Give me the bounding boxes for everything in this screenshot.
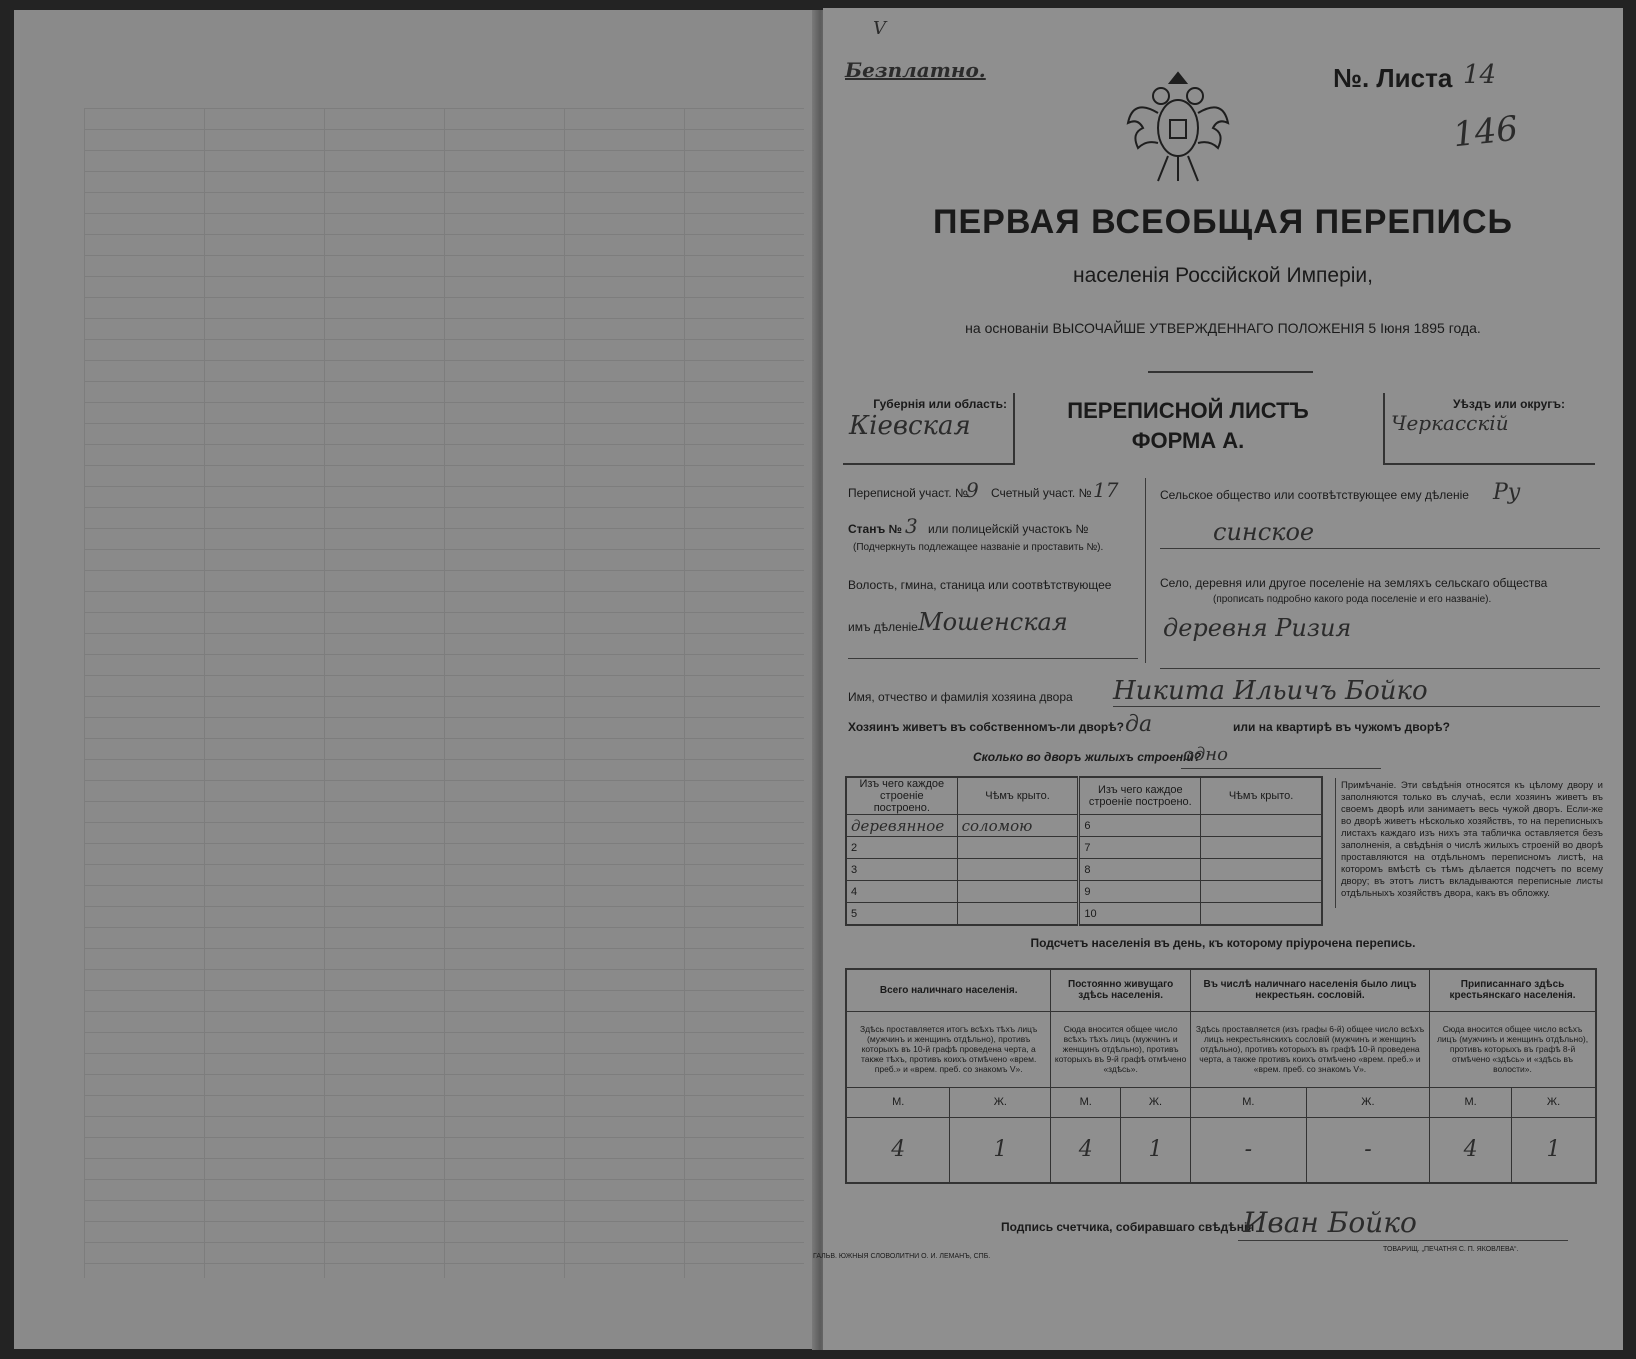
note-divider	[1335, 778, 1336, 908]
pop-col-2-desc: Сюда вносится общее число всѣхъ тѣхъ лицъ (мужчинъ и женщинъ отдѣльно), противъ которыхъ въ 9-й графѣ отмѣчено «здѣсь».	[1051, 1011, 1191, 1087]
volost-underline	[848, 658, 1138, 659]
governorate-box	[843, 393, 1015, 465]
governorate-value: Кіевская	[849, 411, 971, 441]
structure-5-number: 5	[846, 903, 957, 926]
signature-underline	[1238, 1240, 1568, 1241]
structures-col-material-2: Изъ чего каждое строеніе построено.	[1079, 777, 1201, 815]
census-title: ПЕРВАЯ ВСЕОБЩАЯ ПЕРЕПИСЬ	[933, 203, 1513, 241]
structure-1-material: деревянное	[846, 815, 957, 837]
pop-col-3-desc: Здѣсь проставляется (изъ графы 6-й) общее число всѣхъ лицъ некрестьянскихъ сословій (мужчинъ и женщинъ отдѣльно), противъ которыхъ въ графѣ 10-й проведена черта, а также противъ коихъ отмѣчено «врем. преб.» и «врем. преб. со знакомъ V».	[1190, 1011, 1429, 1087]
buildings-underline	[1181, 768, 1381, 769]
underline-note: (Подчеркнуть подлежащее названіе и проставить №).	[853, 542, 1104, 553]
structure-1-roof: соломою	[957, 815, 1079, 837]
structures-note: Примѣчаніе. Эти свѣдѣнія относятся къ цѣлому двору и заполняются только въ случаѣ, если хозяинъ живетъ въ своемъ дворѣ или занимаетъ весь чужой дворъ. Если-же во дворѣ живетъ нѣсколько хозяйствъ, то на переписныхъ листахъ каждаго изъ нихъ эта табличка оставляется безъ заполненія, а свѣдѣнія о числѣ жилыхъ строеній во дворѣ проставляются на отдѣльномъ переписномъ листѣ, на которомъ вмѣстѣ съ тѣмъ дѣлается подсчетъ по всему двору; въ этотъ листъ вкладываются переписные листы отдѣльныхъ хозяйствъ двора, какъ въ обложку.	[1341, 780, 1603, 899]
pop-noncrest-m: -	[1190, 1117, 1306, 1183]
volost-label-2: имъ дѣленіе	[848, 620, 918, 634]
pop-col-4-desc: Сюда вносится общее число всѣхъ лицъ (мужчинъ и женщинъ отдѣльно), противъ которыхъ въ графѣ 8-й отмѣчено «здѣсь» и «здѣсь въ волости».	[1430, 1011, 1596, 1087]
census-section-value: 9	[966, 478, 979, 502]
pop-permanent-m: 4	[1051, 1117, 1121, 1183]
population-heading: Подсчетъ населенія въ день, къ которому пріурочена перепись.	[1030, 936, 1416, 950]
structure-6-number: 6	[1079, 815, 1201, 837]
stan-label: Станъ №	[848, 522, 902, 536]
structures-col-roof: Чѣмъ крыто.	[957, 777, 1079, 815]
governorate-label: Губернія или область:	[873, 397, 1007, 411]
faded-table-grid	[84, 108, 804, 1278]
sheet-number-label: №. Листа	[1333, 63, 1453, 93]
pop-total-f: 1	[950, 1117, 1051, 1183]
pop-f-label: Ж.	[1512, 1087, 1596, 1117]
pop-f-label: Ж.	[1306, 1087, 1429, 1117]
pop-m-label: М.	[1190, 1087, 1306, 1117]
police-label: или полицейскій участокъ №	[928, 522, 1089, 536]
table-row	[846, 903, 1322, 926]
table-row	[846, 815, 1322, 837]
village-underline	[1160, 668, 1600, 669]
society-value-1: Ру	[1493, 480, 1521, 505]
coat-of-arms-icon	[1123, 58, 1233, 188]
village-note: (прописать подробно какого рода поселеніе и его названіе).	[1213, 594, 1492, 605]
rented-label: или на квартирѣ въ чужомъ дворѣ?	[1233, 720, 1450, 734]
pop-permanent-f: 1	[1121, 1117, 1191, 1183]
village-label: Село, деревня или другое поселеніе на земляхъ сельскаго общества	[1160, 576, 1548, 590]
owner-underline	[1113, 706, 1600, 707]
own-yard-label: Хозяинъ живетъ въ собственномъ-ли дворѣ?	[848, 720, 1125, 734]
left-page	[14, 10, 820, 1349]
form-subtitle: ФОРМА А.	[1131, 428, 1245, 453]
count-section-label: Счетный участ. №	[991, 486, 1092, 500]
sheet-number-value: 14	[1463, 60, 1497, 90]
pop-f-label: Ж.	[950, 1087, 1051, 1117]
pop-col-4-title: Приписаннаго здѣсь крестьянскаго населенія.	[1430, 969, 1596, 1011]
buildings-label: Сколько во дворъ жилыхъ строеній?	[973, 750, 1202, 764]
pop-total-m: 4	[846, 1117, 950, 1183]
structure-7-number: 7	[1079, 837, 1201, 859]
census-section-label: Переписной участ. №	[848, 486, 968, 500]
owner-label: Имя, отчество и фамилія хозяина двора	[848, 690, 1073, 704]
own-yard-value: да	[1125, 712, 1153, 737]
pop-col-1-desc: Здѣсь проставляется итогъ всѣхъ тѣхъ лицъ (мужчинъ и женщинъ отдѣльно), противъ которыхъ въ 10-й графѣ проведена черта, а также тѣхъ, противъ коихъ отмѣчено «врем. преб.» и «врем. преб. со знакомъ V».	[846, 1011, 1051, 1087]
table-row	[846, 837, 1322, 859]
owner-value: Никита Ильичъ Бойко	[1113, 676, 1428, 706]
free-label: Безплатно.	[845, 58, 986, 82]
stan-value: 3	[905, 514, 918, 538]
pop-peasant-f: 1	[1512, 1117, 1596, 1183]
footer-left: ГАЛЬВ. ЮЖНЫЯ СЛОВОЛИТНИ О. И. ЛЕМАНЪ, СПБ.	[813, 1253, 991, 1260]
structure-9-number: 9	[1079, 881, 1201, 903]
structure-2-number: 2	[846, 837, 957, 859]
pop-m-label: М.	[846, 1087, 950, 1117]
table-row	[846, 881, 1322, 903]
buildings-value: одно	[1183, 744, 1228, 765]
pop-m-label: М.	[1051, 1087, 1121, 1117]
society-value-2: синское	[1213, 518, 1315, 546]
structures-table	[845, 776, 1323, 926]
census-subtitle: населенія Россійской Имперіи,	[1073, 264, 1373, 287]
structures-col-roof-2: Чѣмъ крыто.	[1201, 777, 1322, 815]
pop-col-1-title: Всего наличнаго населенія.	[846, 969, 1051, 1011]
society-label: Сельское общество или соотвѣтствующее ему дѣленіе	[1160, 488, 1469, 502]
signature-label: Подпись счетчика, собиравшаго свѣдѣнія	[1001, 1220, 1255, 1234]
pop-m-label: М.	[1430, 1087, 1512, 1117]
pop-f-label: Ж.	[1121, 1087, 1191, 1117]
census-basis: на основаніи ВЫСОЧАЙШЕ УТВЕРЖДЕННАГО ПОЛОЖЕНІЯ 5 Іюня 1895 года.	[965, 320, 1481, 336]
footer-right: ТОВАРИЩ. „ПЕЧАТНЯ С. П. ЯКОВЛЕВА“.	[1383, 1246, 1519, 1253]
pop-col-3-title: Въ числѣ наличнаго населенія было лицъ некрестьян. сословій.	[1190, 969, 1429, 1011]
signature-value: Иван Бойко	[1243, 1206, 1417, 1239]
count-section-value: 17	[1093, 478, 1119, 502]
pop-peasant-m: 4	[1430, 1117, 1512, 1183]
table-row	[846, 859, 1322, 881]
structure-4-number: 4	[846, 881, 957, 903]
district-label: Уѣздъ или округъ:	[1452, 397, 1565, 411]
ornament-divider	[1148, 371, 1313, 373]
volost-value: Мошенская	[918, 608, 1068, 636]
volost-label: Волость, гмина, станица или соотвѣтствующее	[848, 578, 1112, 592]
district-value: Черкасскій	[1391, 411, 1509, 435]
census-form-page	[813, 8, 1623, 1350]
pop-col-2-title: Постоянно живущаго здѣсь населенія.	[1051, 969, 1191, 1011]
archive-number: 146	[1451, 108, 1520, 156]
structure-10-number: 10	[1079, 903, 1201, 926]
form-title: ПЕРЕПИСНОЙ ЛИСТЪ	[1067, 398, 1309, 423]
check-mark: V	[873, 18, 886, 39]
population-table	[845, 968, 1597, 1184]
structure-8-number: 8	[1079, 859, 1201, 881]
structure-3-number: 3	[846, 859, 957, 881]
village-value: деревня Ризия	[1163, 614, 1352, 642]
society-underline	[1160, 548, 1600, 549]
pop-noncrest-f: -	[1306, 1117, 1429, 1183]
structures-col-material: Изъ чего каждое строеніе построено.	[846, 777, 957, 815]
district-box	[1383, 393, 1595, 465]
field-divider	[1145, 478, 1146, 663]
